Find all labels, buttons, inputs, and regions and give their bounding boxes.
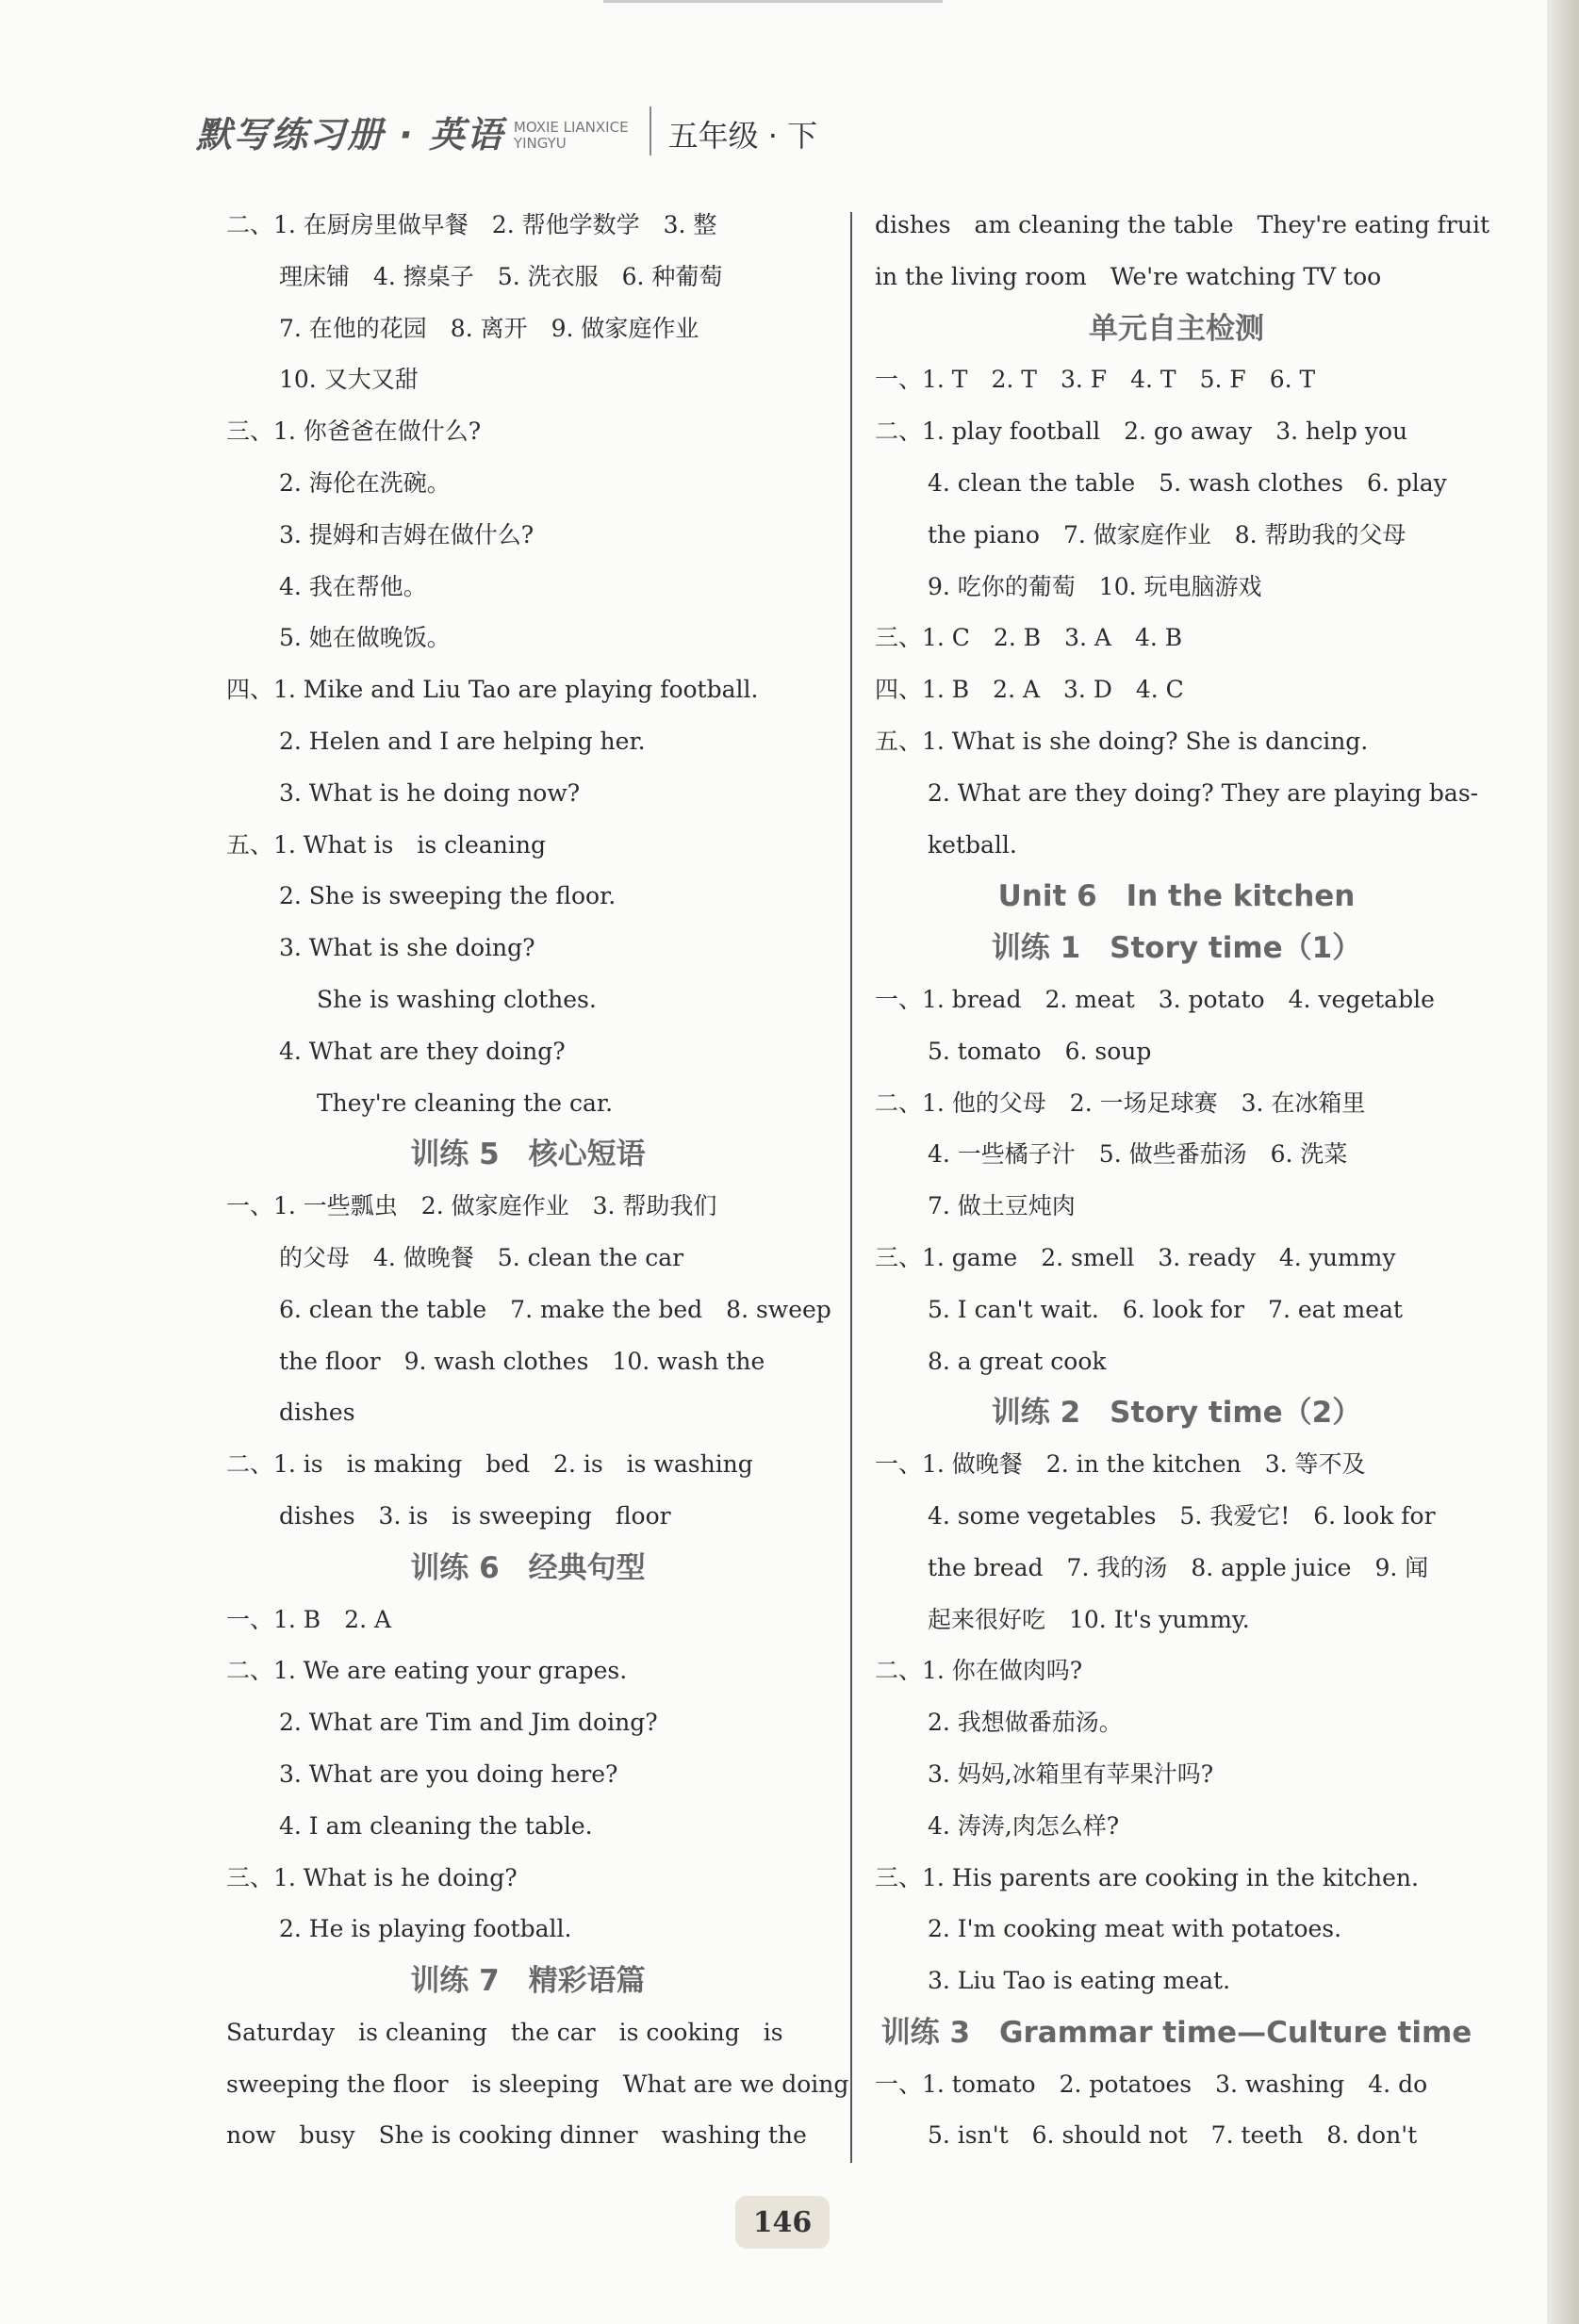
answer-line: 一、1. 做晚餐 2. in the kitchen 3. 等不及 — [875, 1450, 1366, 1479]
answer-line: 一、1. 一些瓢虫 2. 做家庭作业 3. 帮助我们 — [226, 1192, 717, 1220]
answer-line: 3. Liu Tao is eating meat. — [928, 1967, 1231, 1995]
answer-line: 的父母 4. 做晚餐 5. clean the car — [279, 1243, 684, 1271]
answer-line: 4. I am cleaning the table. — [279, 1811, 593, 1840]
section-heading: 单元自主检测 — [1089, 311, 1264, 346]
answer-line: in the living room We're watching TV too — [875, 262, 1382, 290]
answer-line: 2. 海伦在洗碗。 — [279, 468, 451, 497]
answer-line: 三、1. His parents are cooking in the kitchen. — [875, 1863, 1419, 1891]
answer-line: 五、1. What is she doing? She is dancing. — [875, 727, 1369, 755]
answer-line: 二、1. 他的父母 2. 一场足球赛 3. 在冰箱里 — [875, 1088, 1366, 1117]
answer-line: 四、1. B 2. A 3. D 4. C — [875, 676, 1184, 704]
answer-line: 二、1. 你在做肉吗? — [875, 1657, 1083, 1685]
answer-line: 7. 在他的花园 8. 离开 9. 做家庭作业 — [279, 314, 699, 342]
answer-line: 2. What are they doing? They are playing bas- — [928, 778, 1479, 807]
answer-line: 4. What are they doing? — [279, 1037, 566, 1065]
answer-line: dishes am cleaning the table They're eating fruit — [875, 211, 1489, 238]
answer-line: 3. What is she doing? — [279, 934, 535, 962]
answer-line: 三、1. C 2. B 3. A 4. B — [875, 624, 1183, 652]
answer-line: 6. clean the table 7. make the bed 8. sweep — [279, 1295, 831, 1323]
answer-line: 二、1. play football 2. go away 3. help you — [875, 417, 1408, 446]
book-title: 默写练习册 · 英语 — [196, 114, 504, 155]
answer-line: 4. clean the table 5. wash clothes 6. play — [928, 468, 1447, 497]
answer-line: 理床铺 4. 擦桌子 5. 洗衣服 6. 种葡萄 — [279, 262, 723, 290]
answer-line: 一、1. B 2. A — [226, 1605, 392, 1633]
answer-line: 7. 做土豆炖肉 — [928, 1192, 1076, 1220]
answer-line: now busy She is cooking dinner washing the — [226, 2121, 807, 2150]
answer-line: 3. 提姆和吉姆在做什么? — [279, 520, 535, 548]
answer-line: 二、1. 在厨房里做早餐 2. 帮他学数学 3. 整 — [226, 211, 717, 238]
pinyin-line-2: YINGYU — [513, 135, 567, 152]
answer-line: 2. Helen and I are helping her. — [279, 727, 646, 755]
answer-line: 4. 一些橘子汁 5. 做些番茄汤 6. 洗菜 — [928, 1140, 1348, 1169]
answer-line: 5. I can't wait. 6. look for 7. eat meat — [928, 1295, 1403, 1323]
answer-line: 5. tomato 6. soup — [928, 1037, 1152, 1065]
left-column — [226, 200, 849, 2162]
answer-line: 二、1. is is making bed 2. is is washing — [226, 1450, 753, 1479]
answer-line: dishes — [279, 1399, 355, 1427]
page-header — [196, 106, 817, 157]
answer-line: They're cleaning the car. — [317, 1088, 614, 1117]
section-heading: 训练 2 Story time（2） — [991, 1396, 1362, 1431]
answer-line: 2. She is sweeping the floor. — [279, 882, 617, 910]
section-heading: Unit 6 In the kitchen — [997, 879, 1356, 914]
answer-line: 2. He is playing football. — [279, 1915, 572, 1943]
answer-line: 3. What is he doing now? — [279, 778, 581, 807]
top-rule — [603, 0, 943, 3]
pinyin-line-1: MOXIE LIANXICE — [513, 119, 629, 136]
answer-line: 4. 我在帮他。 — [279, 572, 427, 600]
answer-line: 3. What are you doing here? — [279, 1759, 618, 1788]
section-heading: 训练 7 精彩语篇 — [410, 1964, 646, 1999]
answer-line: 二、1. We are eating your grapes. — [226, 1657, 628, 1685]
column-divider — [850, 212, 852, 2163]
answer-line: 2. 我想做番茄汤。 — [928, 1709, 1123, 1737]
answer-line: sweeping the floor is sleeping What are we doing — [226, 2070, 849, 2098]
answer-line: 2. What are Tim and Jim doing? — [279, 1709, 658, 1737]
answer-line: the floor 9. wash clothes 10. wash the — [279, 1347, 765, 1375]
answer-line: 五、1. What is is cleaning — [226, 830, 546, 859]
answer-line: ketball. — [928, 830, 1017, 859]
answer-line: dishes 3. is is sweeping floor — [279, 1501, 671, 1530]
page-edge-shadow — [1547, 0, 1579, 2324]
answer-line: 3. 妈妈,冰箱里有苹果汁吗? — [928, 1759, 1214, 1788]
answer-line: 三、1. What is he doing? — [226, 1863, 518, 1891]
section-heading: 训练 1 Story time（1） — [991, 931, 1362, 966]
answer-line: Saturday is cleaning the car is cooking is — [226, 2018, 783, 2046]
answer-line: 5. isn't 6. should not 7. teeth 8. don't — [928, 2121, 1418, 2150]
answer-line: 4. 涛涛,肉怎么样? — [928, 1811, 1120, 1840]
answer-line: 四、1. Mike and Liu Tao are playing football. — [226, 676, 759, 704]
answer-line: the bread 7. 我的汤 8. apple juice 9. 闻 — [928, 1553, 1429, 1581]
grade-label: 五年级 · 下 — [667, 118, 818, 154]
answer-line: She is washing clothes. — [317, 985, 597, 1013]
answer-line: 一、1. T 2. T 3. F 4. T 5. F 6. T — [875, 366, 1316, 394]
section-heading: 训练 5 核心短语 — [410, 1137, 646, 1172]
answer-line: 2. I'm cooking meat with potatoes. — [928, 1915, 1342, 1943]
answer-line: 三、1. game 2. smell 3. ready 4. yummy — [875, 1243, 1396, 1271]
answer-line: 4. some vegetables 5. 我爱它! 6. look for — [928, 1501, 1436, 1530]
answer-line: the piano 7. 做家庭作业 8. 帮助我的父母 — [928, 520, 1406, 548]
answer-line: 一、1. tomato 2. potatoes 3. washing 4. do — [875, 2070, 1428, 2098]
page-number: 146 — [735, 2196, 830, 2249]
answer-line: 5. 她在做晚饭。 — [279, 624, 451, 652]
right-column — [875, 200, 1489, 2162]
section-heading: 训练 3 Grammar time—Culture time — [880, 2015, 1472, 2050]
answer-line: 8. a great cook — [928, 1347, 1107, 1375]
header-divider — [650, 106, 651, 155]
answer-line: 9. 吃你的葡萄 10. 玩电脑游戏 — [928, 572, 1262, 600]
answer-line: 三、1. 你爸爸在做什么? — [226, 417, 482, 446]
answer-line: 10. 又大又甜 — [279, 366, 419, 394]
answer-line: 一、1. bread 2. meat 3. potato 4. vegetable — [875, 985, 1435, 1013]
book-pinyin — [514, 120, 629, 152]
section-heading: 训练 6 经典句型 — [410, 1550, 646, 1585]
answer-line: 起来很好吃 10. It's yummy. — [928, 1605, 1250, 1633]
